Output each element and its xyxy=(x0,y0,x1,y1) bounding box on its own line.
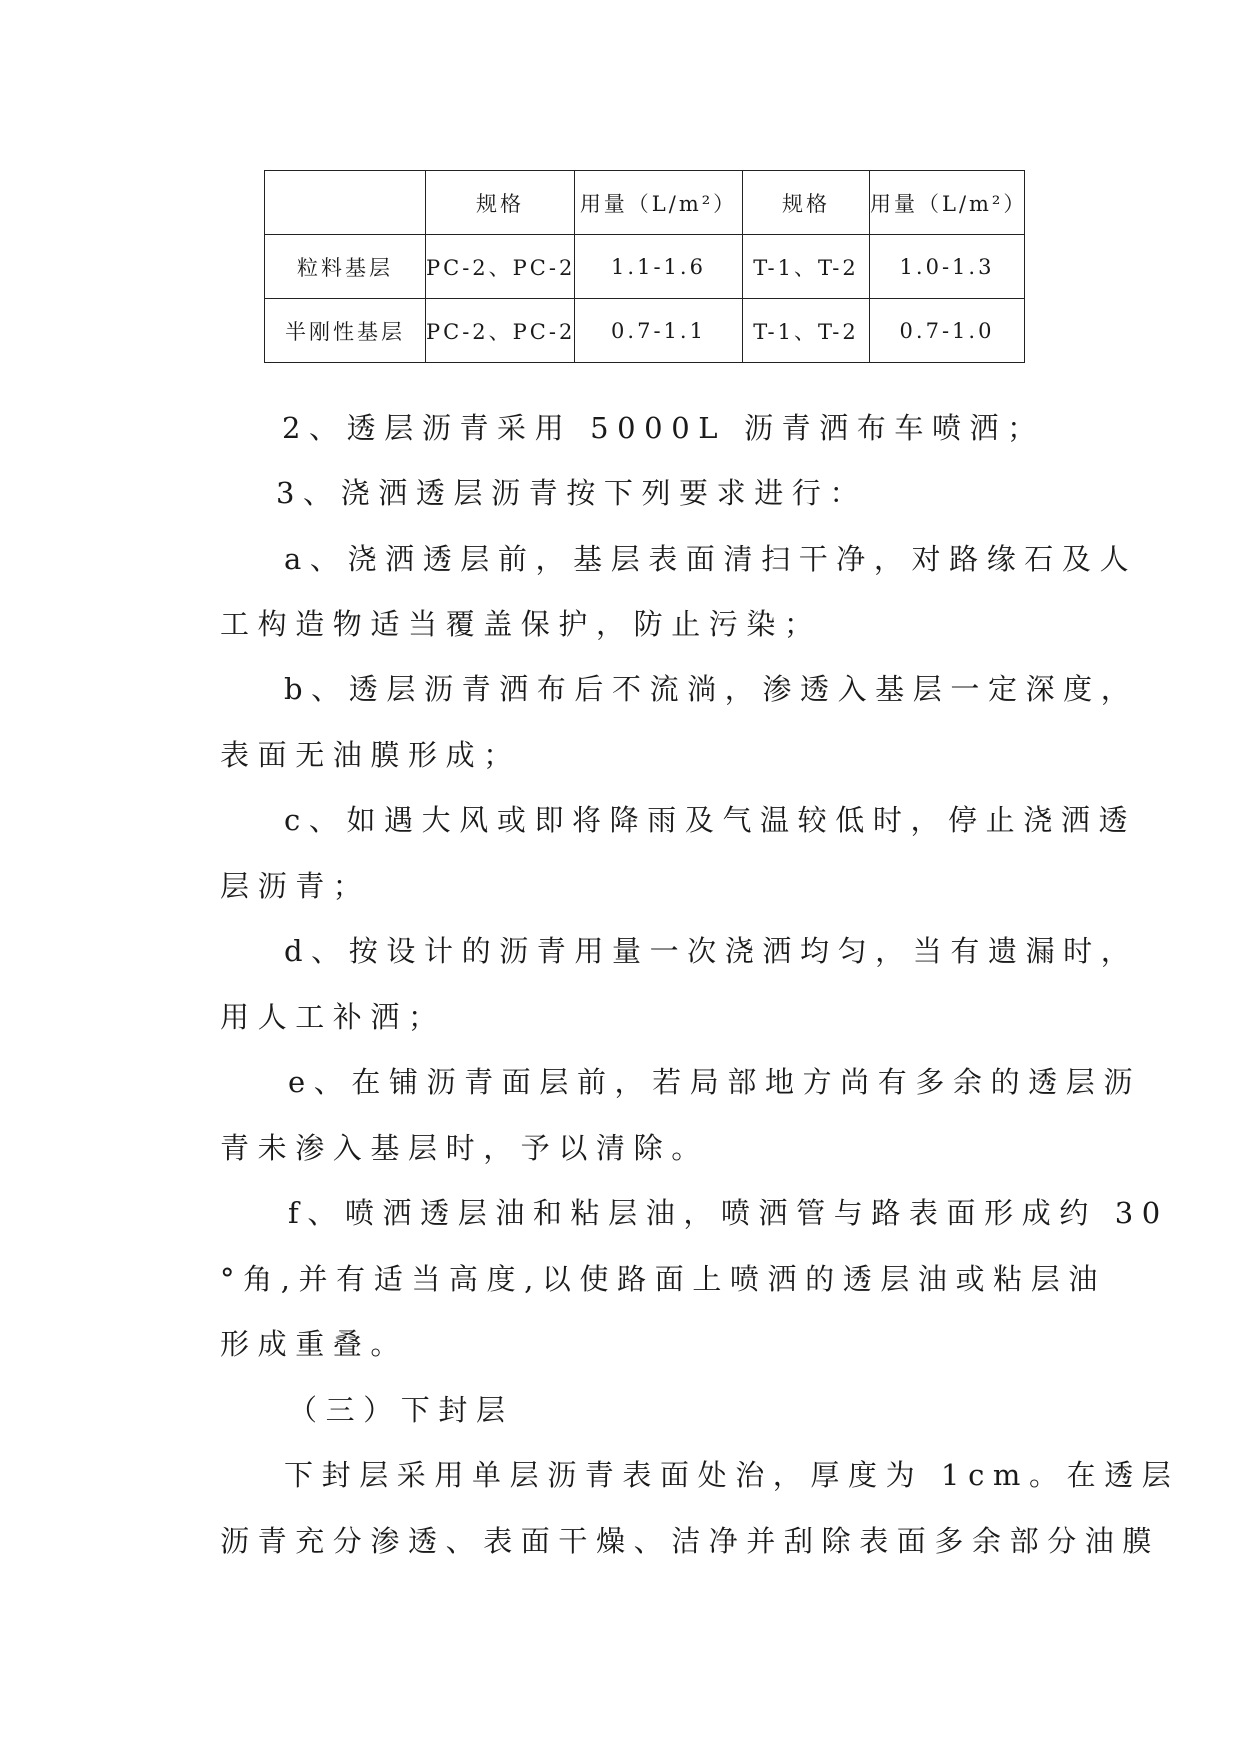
text-line: °角,并有适当高度,以使路面上喷洒的透层油或粘层油 xyxy=(220,1262,1106,1296)
text-line: 表面无油膜形成； xyxy=(220,738,521,772)
table-cell: T-1、T-2 xyxy=(743,235,870,299)
spec-table xyxy=(264,170,1028,363)
table-cell: PC-2、PC-2 xyxy=(426,299,575,363)
table-cell: PC-2、PC-2 xyxy=(426,235,575,299)
table-header-row xyxy=(265,171,1025,235)
table-cell: T-1、T-2 xyxy=(743,299,870,363)
text-line: a、浇洒透层前，基层表面清扫干净，对路缘石及人 xyxy=(284,542,1138,576)
text-line: c、如遇大风或即将降雨及气温较低时，停止浇洒透 xyxy=(284,803,1137,837)
text-line: 青未渗入基层时，予以清除。 xyxy=(220,1131,709,1165)
table-header-cell: 规格 xyxy=(743,171,870,235)
table-row xyxy=(265,235,1025,299)
text-line: 2、透层沥青采用 5000L 沥青洒布车喷洒； xyxy=(282,411,1045,445)
text-line: d、按设计的沥青用量一次浇洒均匀，当有遗漏时， xyxy=(284,934,1139,968)
text-line: 沥青充分渗透、表面干燥、洁净并刮除表面多余部分油膜 xyxy=(220,1524,1161,1558)
text-line: 工构造物适当覆盖保护，防止污染； xyxy=(220,607,822,641)
text-line: f、喷洒透层油和粘层油，喷洒管与路表面形成约 30 xyxy=(288,1196,1169,1230)
table-cell: 0.7-1.0 xyxy=(870,299,1025,363)
text-line: b、透层沥青洒布后不流淌，渗透入基层一定深度， xyxy=(284,672,1139,706)
table-row xyxy=(265,299,1025,363)
text-line: 下封层采用单层沥青表面处治，厚度为 1cm。在透层 xyxy=(284,1458,1180,1492)
text-line: e、在铺沥青面层前，若局部地方尚有多余的透层沥 xyxy=(288,1065,1141,1099)
text-line: 层沥青； xyxy=(220,869,371,903)
table-header-cell: 用量（L/m²） xyxy=(575,171,743,235)
table-header-cell xyxy=(265,171,426,235)
text-line: 3、浇洒透层沥青按下列要求进行： xyxy=(276,476,868,510)
text-line: 形成重叠。 xyxy=(220,1327,409,1361)
table-cell: 1.1-1.6 xyxy=(575,235,743,299)
table-header-cell: 用量（L/m²） xyxy=(870,171,1025,235)
table-cell: 粒料基层 xyxy=(265,235,426,299)
table-cell: 0.7-1.1 xyxy=(575,299,743,363)
table-cell: 半刚性基层 xyxy=(265,299,426,363)
section-heading: （三）下封层 xyxy=(288,1393,514,1427)
table-cell: 1.0-1.3 xyxy=(870,235,1025,299)
table-header-cell: 规格 xyxy=(426,171,575,235)
text-line: 用人工补洒； xyxy=(220,1000,446,1034)
